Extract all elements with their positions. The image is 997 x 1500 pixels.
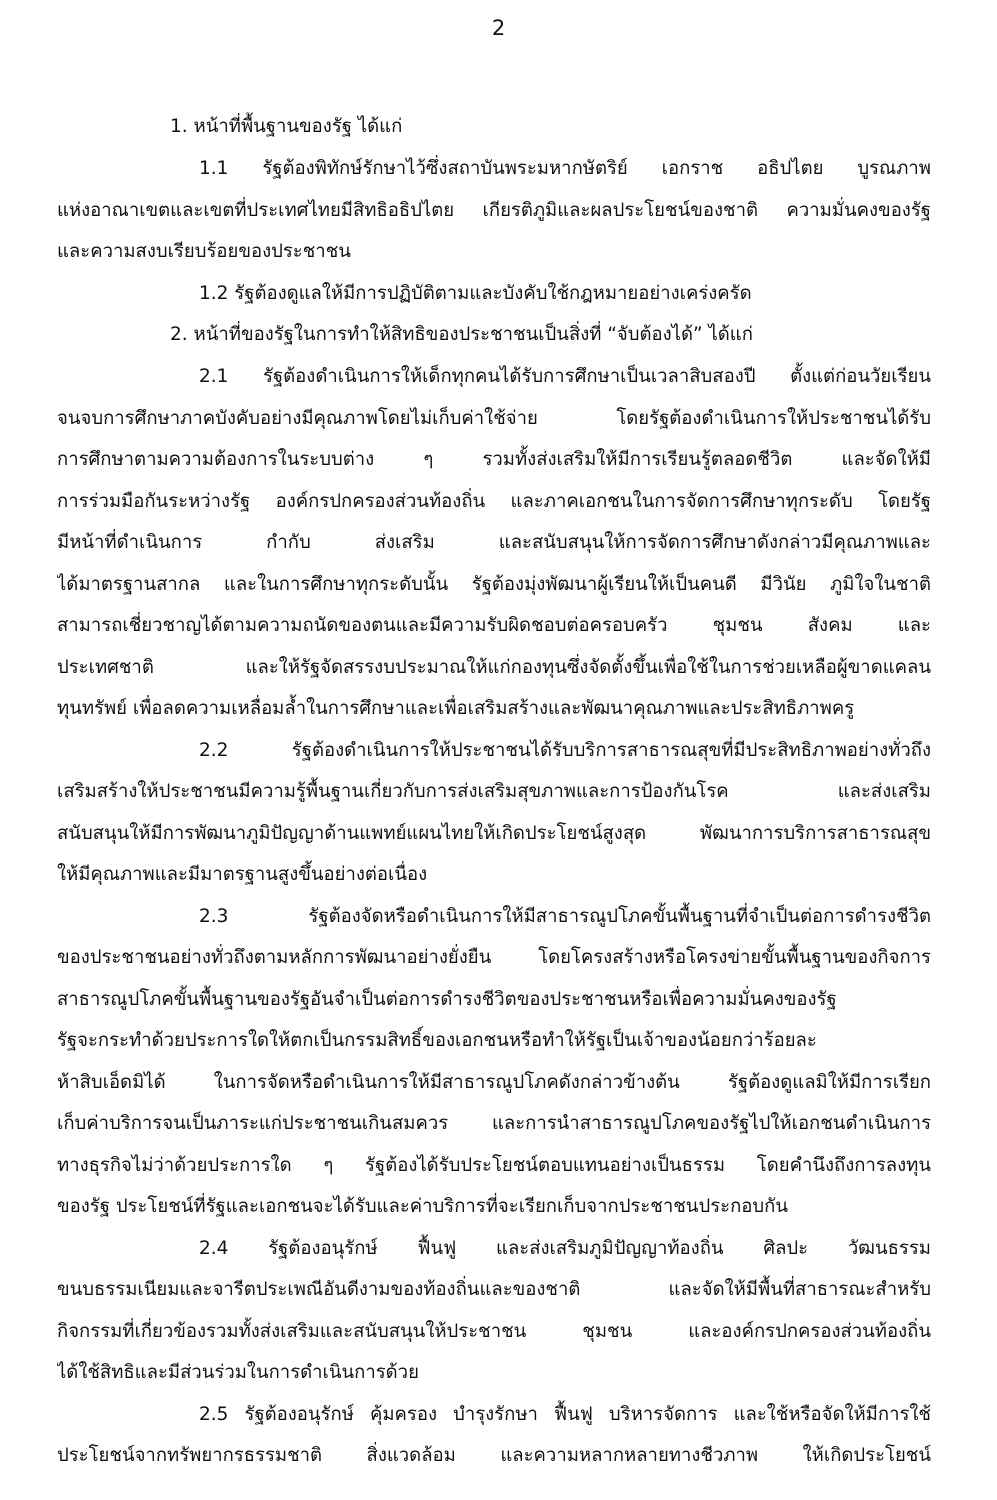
paragraph-2-3-line: ของประชาชนอย่างทั่วถึงตามหลักการพัฒนาอย่างยั่งยืน โดยโครงสร้างหรือโครงข่ายขั้นพื้นฐานของกิจการ (57, 947, 931, 968)
paragraph-2-3-line: รัฐจะกระทำด้วยประการใดให้ตกเป็นกรรมสิทธิ์ของเอกชนหรือทำให้รัฐเป็นเจ้าของน้อยกว่าร้อยละ (57, 1030, 817, 1051)
paragraph-2-1-line: การศึกษาตามความต้องการในระบบต่าง ๆ รวมทั้งส่งเสริมให้มีการเรียนรู้ตลอดชีวิต และจัดให้มี (57, 449, 931, 470)
paragraph-2-2-line: ให้มีคุณภาพและมีมาตรฐานสูงขึ้นอย่างต่อเนื่อง (57, 864, 428, 885)
paragraph-2-3-line: เก็บค่าบริการจนเป็นภาระแก่ประชาชนเกินสมควร และการนำสาธารณูปโภคของรัฐไปให้เอกชนดำเนินการ (57, 1113, 931, 1134)
page-number: 2 (491, 16, 506, 40)
paragraph-2-1-line: มีหน้าที่ดำเนินการ กำกับ ส่งเสริม และสนับสนุนให้การจัดการศึกษาดังกล่าวมีคุณภาพและ (57, 532, 931, 553)
paragraph-2-1-line: 2.1 รัฐต้องดำเนินการให้เด็กทุกคนได้รับการศึกษาเป็นเวลาสิบสองปี ตั้งแต่ก่อนวัยเรียน (199, 366, 931, 387)
paragraph-2-1-line: สามารถเชี่ยวชาญได้ตามความถนัดของตนและมีความรับผิดชอบต่อครอบครัว ชุมชน สังคม และ (57, 615, 931, 636)
paragraph-2-3-line: ของรัฐ ประโยชน์ที่รัฐและเอกชนจะได้รับและค่าบริการที่จะเรียกเก็บจากประชาชนประกอบกัน (57, 1196, 788, 1217)
paragraph-2-5-line: 2.5 รัฐต้องอนุรักษ์ คุ้มครอง บำรุงรักษา ฟื้นฟู บริหารจัดการ และใช้หรือจัดให้มีการใช้ (199, 1404, 931, 1425)
paragraph-2-2-line: 2.2 รัฐต้องดำเนินการให้ประชาชนได้รับบริการสาธารณสุขที่มีประสิทธิภาพอย่างทั่วถึง (199, 740, 931, 761)
paragraph-2-2-line: เสริมสร้างให้ประชาชนมีความรู้พื้นฐานเกี่ยวกับการส่งเสริมสุขภาพและการป้องกันโรค และส่งเสริม (57, 781, 931, 802)
paragraph-2-5-line: ประโยชน์จากทรัพยากรธรรมชาติ สิ่งแวดล้อม และความหลากหลายทางชีวภาพ ให้เกิดประโยชน์ (57, 1445, 931, 1466)
paragraph-2-3-line: 2.3 รัฐต้องจัดหรือดำเนินการให้มีสาธารณูปโภคขั้นพื้นฐานที่จำเป็นต่อการดำรงชีวิต (199, 906, 931, 927)
paragraph-2-1-line: การร่วมมือกันระหว่างรัฐ องค์กรปกครองส่วนท้องถิ่น และภาคเอกชนในการจัดการศึกษาทุกระดับ โดยรัฐ (57, 491, 931, 512)
paragraph-2-4-line: 2.4 รัฐต้องอนุรักษ์ ฟื้นฟู และส่งเสริมภูมิปัญญาท้องถิ่น ศิลปะ วัฒนธรรม (199, 1238, 931, 1259)
paragraph-2-1-line: ได้มาตรฐานสากล และในการศึกษาทุกระดับนั้น รัฐต้องมุ่งพัฒนาผู้เรียนให้เป็นคนดี มีวินัย ภูมิใจในชาติ (57, 574, 931, 595)
paragraph-2-4-line: กิจกรรมที่เกี่ยวข้องรวมทั้งส่งเสริมและสนับสนุนให้ประชาชน ชุมชน และองค์กรปกครองส่วนท้องถิ่น (57, 1321, 931, 1342)
paragraph-2-3-line: ทางธุรกิจไม่ว่าด้วยประการใด ๆ รัฐต้องได้รับประโยชน์ตอบแทนอย่างเป็นธรรม โดยคำนึงถึงการลงทุน (57, 1155, 931, 1176)
paragraph-1-2-line: 1.2 รัฐต้องดูแลให้มีการปฏิบัติตามและบังคับใช้กฎหมายอย่างเคร่งครัด (199, 283, 752, 304)
paragraph-2-1-line: จนจบการศึกษาภาคบังคับอย่างมีคุณภาพโดยไม่เก็บค่าใช้จ่าย โดยรัฐต้องดำเนินการให้ประชาชนได้รับ (57, 408, 931, 429)
paragraph-2-4-line: ได้ใช้สิทธิและมีส่วนร่วมในการดำเนินการด้วย (57, 1362, 419, 1383)
paragraph-1-1-line: 1.1 รัฐต้องพิทักษ์รักษาไว้ซึ่งสถาบันพระมหากษัตริย์ เอกราช อธิปไตย บูรณภาพ (199, 158, 931, 179)
paragraph-1-1-line: แห่งอาณาเขตและเขตที่ประเทศไทยมีสิทธิอธิปไตย เกียรติภูมิและผลประโยชน์ของชาติ ความมั่นคงของรัฐ (57, 200, 931, 221)
paragraph-2-4-line: ขนบธรรมเนียมและจารีตประเพณีอันดีงามของท้องถิ่นและของชาติ และจัดให้มีพื้นที่สาธารณะสำหรับ (57, 1279, 931, 1300)
section-2-heading: 2. หน้าที่ของรัฐในการทำให้สิทธิของประชาชนเป็นสิ่งที่ “จับต้องได้” ได้แก่ (170, 324, 753, 345)
section-1-heading: 1. หน้าที่พื้นฐานของรัฐ ได้แก่ (170, 116, 403, 137)
paragraph-2-2-line: สนับสนุนให้มีการพัฒนาภูมิปัญญาด้านแพทย์แผนไทยให้เกิดประโยชน์สูงสุด พัฒนาการบริการสาธารณสุข (57, 823, 931, 844)
paragraph-2-1-line: ประเทศชาติ และให้รัฐจัดสรรงบประมาณให้แก่กองทุนซึ่งจัดตั้งขึ้นเพื่อใช้ในการช่วยเหลือผู้ขาดแคลน (57, 657, 931, 678)
paragraph-2-3-line: สาธารณูปโภคขั้นพื้นฐานของรัฐอันจำเป็นต่อการดำรงชีวิตของประชาชนหรือเพื่อความมั่นคงของรัฐ (57, 989, 837, 1010)
paragraph-2-1-line: ทุนทรัพย์ เพื่อลดความเหลื่อมล้ำในการศึกษาและเพื่อเสริมสร้างและพัฒนาคุณภาพและประสิทธิภาพครู (57, 698, 855, 719)
paragraph-2-3-line: ห้าสิบเอ็ดมิได้ ในการจัดหรือดำเนินการให้มีสาธารณูปโภคดังกล่าวข้างต้น รัฐต้องดูแลมิให้มีการเรียก (57, 1072, 931, 1093)
paragraph-1-1-line: และความสงบเรียบร้อยของประชาชน (57, 241, 351, 262)
